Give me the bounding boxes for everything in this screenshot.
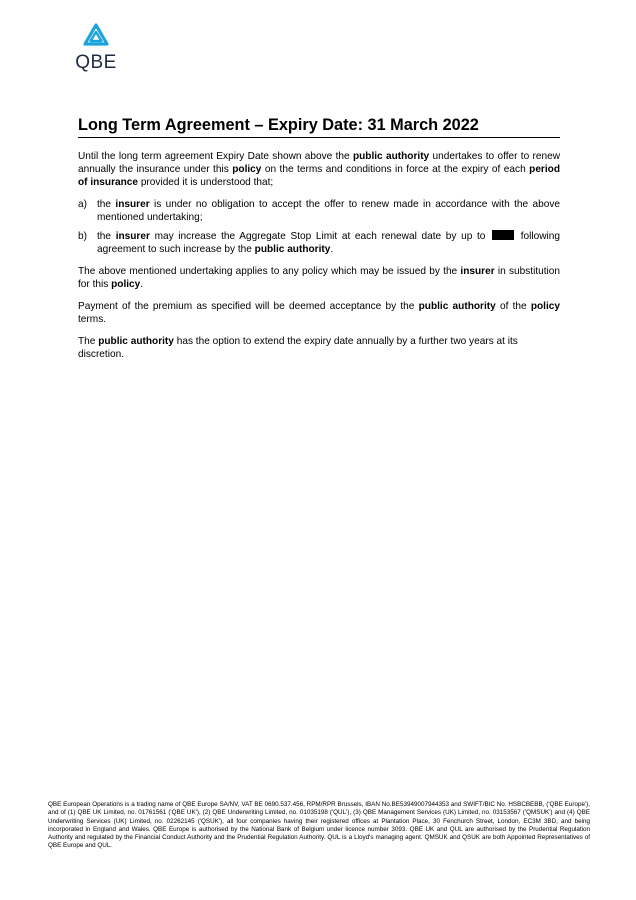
list-item: b) the insurer may increase the Aggregate Stop Limit at each renewal date by up to following agreement to such increase by the public authority.	[78, 231, 560, 255]
qbe-logo	[72, 22, 120, 74]
intro-paragraph: Until the long term agreement Expiry Date shown above the public authority undertakes to offer to renew annually the insurance under this policy on the terms and conditions in force at the expiry of each period of insurance provided it is understood that;	[78, 151, 561, 188]
redaction-block	[492, 230, 514, 240]
premium-paragraph: Payment of the premium as specified will be deemed acceptance by the public authority of the policy terms.	[78, 301, 561, 325]
extension-paragraph: The public authority has the option to extend the expiry date annually by a further two years at its discretion.	[78, 336, 518, 360]
list-marker: a)	[78, 199, 87, 210]
conditions-list	[78, 198, 560, 256]
substitution-paragraph: The above mentioned undertaking applies to any policy which may be issued by the insurer in substitution for this policy.	[78, 266, 561, 290]
list-item: a) the insurer is under no obligation to accept the offer to renew made in accordance with the above mentioned undertaking;	[78, 199, 560, 223]
document-body	[78, 150, 560, 370]
page-title: Long Term Agreement – Expiry Date: 31 March 2022	[78, 116, 560, 138]
qbe-logo-icon	[82, 22, 110, 50]
list-marker: b)	[78, 231, 87, 242]
legal-footer: QBE European Operations is a trading name of QBE Europe SA/NV, VAT BE 0690.537.456, RPM/RPR Brussels, IBAN No.BE53949007944353 and SWIFT/BIC No. HSBCBEBB, ('QBE Europe'), and of (1) QBE UK Limited, no. 01761561 ('QBE UK'), (2) QBE Underwriting Limited, no. 01035198 ('QUL'), (3) QBE Management Services (UK) Limited, no. 03153567 ('QMSUK') and (4) QBE Underwriting Services (UK) Limited, no. 02262145 ('QSUK'), all four companies having their registered offices at Plantation Place, 30 Fenchurch Street, London, EC3M 3BD, and being incorporated in England and Wales. QBE Europe is authorised by the National Bank of Belgium under licence number 3093. QBE UK and QUL are authorised by the Prudential Regulation Authority and regulated by the Financial Conduct Authority and the Prudential Regulation Authority. QUL is a Lloyd's managing agent. QMSUK and QSUK are both Appointed Representatives of QBE Europe and QUL.	[48, 801, 590, 850]
qbe-logo-wordmark: QBE	[75, 52, 117, 73]
